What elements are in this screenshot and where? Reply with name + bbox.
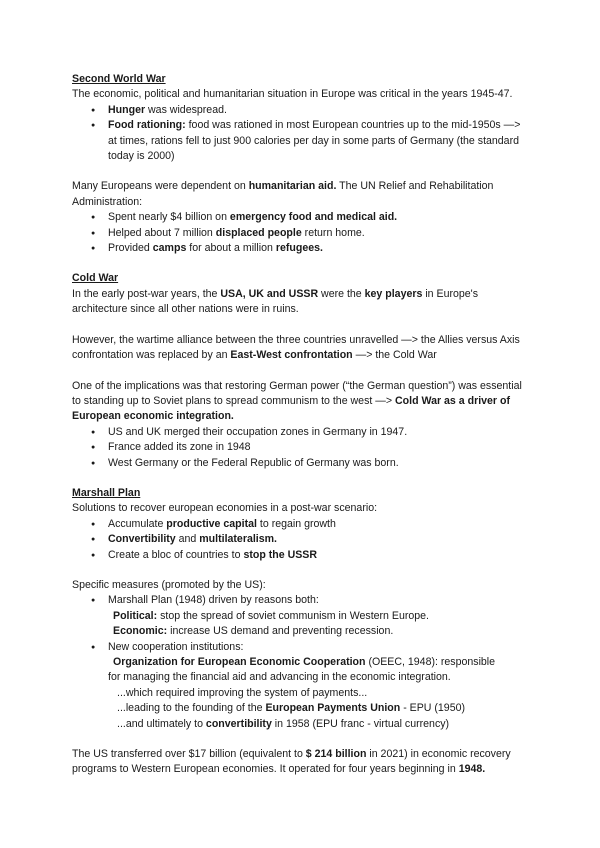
document-page xyxy=(72,72,528,778)
list-item: ● Create a bloc of countries to stop the USSR xyxy=(72,548,528,563)
bullet-list xyxy=(72,103,528,165)
sub-line: Economic: increase US demand and preventing recession. xyxy=(113,625,394,638)
paragraph: The US transferred over $17 billion (equivalent to $ 214 billion in 2021) in economic recovery programs to Western European economies. It operated for four years beginning in 1948. xyxy=(72,748,511,776)
sub-line: ...leading to the founding of the European Payments Union - EPU (1950) xyxy=(117,702,466,715)
sub-line: Political: stop the spread of soviet communism in Western Europe. xyxy=(113,609,429,622)
list-item: ● Spent nearly $4 billion on emergency food and medical aid. xyxy=(72,210,528,225)
bullet-list xyxy=(72,640,528,655)
list-item: ● Helped about 7 million displaced people return home. xyxy=(72,226,528,241)
list-item: ● France added its zone in 1948 xyxy=(72,440,528,455)
list-item: ● Food rationing: food was rationed in most European countries up to the mid-1950s —> at times, rations fell to just 900 calories per day in some parts of Germany (the standard today is 2000) xyxy=(72,118,528,164)
heading-second-world-war: Second World War xyxy=(72,73,166,85)
heading-cold-war: Cold War xyxy=(72,272,119,285)
paragraph: One of the implications was that restoring German power (“the German question”) was essential to standing up to Soviet plans to spread communism to the west —> Cold War as a driver of European economic integration. xyxy=(72,379,522,423)
list-item: ● Provided camps for about a million refugees. xyxy=(72,241,528,256)
paragraph: Specific measures (promoted by the US): xyxy=(72,578,266,591)
sub-line: for managing the financial aid and advancing in the economic integration. xyxy=(108,671,451,684)
list-item: ● US and UK merged their occupation zones in Germany in 1947. xyxy=(72,425,528,440)
bullet-list xyxy=(72,517,528,563)
bullet-list xyxy=(72,425,528,471)
list-item: ● Hunger was widespread. xyxy=(72,103,528,118)
paragraph: In the early post-war years, the USA, UK and USSR were the key players in Europe's architecture since all other nations were in ruins. xyxy=(72,287,478,316)
bullet-list xyxy=(72,593,528,608)
sub-line: ...which required improving the system of payments... xyxy=(117,686,368,699)
list-item: ● West Germany or the Federal Republic of Germany was born. xyxy=(72,456,528,471)
sub-line: Organization for European Economic Cooperation (OEEC, 1948): responsible xyxy=(113,656,496,668)
sub-line: ...and ultimately to convertibility in 1958 (EPU franc - virtual currency) xyxy=(117,717,450,730)
paragraph: Many Europeans were dependent on humanitarian aid. The UN Relief and Rehabilitation Administration: xyxy=(72,180,494,208)
bullet-list xyxy=(72,210,528,256)
paragraph: However, the wartime alliance between the three countries unravelled —> the Allies versus Axis confrontation was replaced by an East-West confrontation —> the Cold War xyxy=(72,333,520,362)
paragraph: The economic, political and humanitarian situation in Europe was critical in the years 1945-47. xyxy=(72,88,513,101)
list-item: ● Accumulate productive capital to regain growth xyxy=(72,517,528,532)
heading-marshall-plan: Marshall Plan xyxy=(72,486,141,499)
list-item: ● Marshall Plan (1948) driven by reasons both: xyxy=(72,593,528,608)
paragraph: Solutions to recover european economies in a post-war scenario: xyxy=(72,502,378,515)
list-item: ● New cooperation institutions: xyxy=(72,640,528,655)
list-item: ● Convertibility and multilateralism. xyxy=(72,532,528,547)
